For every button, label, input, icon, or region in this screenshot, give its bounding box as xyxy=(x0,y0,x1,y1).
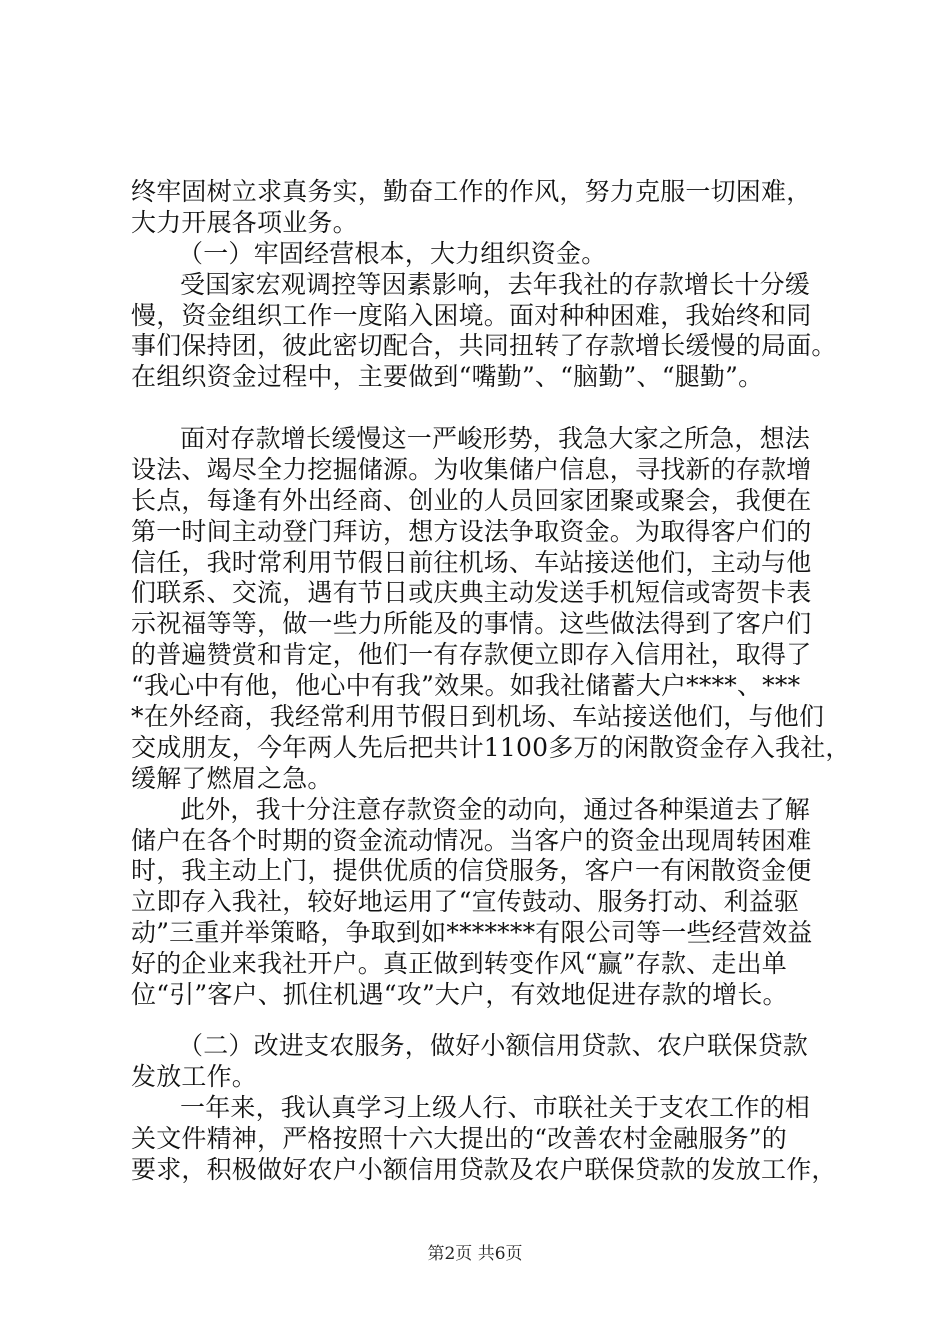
page-footer: 第2页 共6页 xyxy=(427,1244,523,1264)
text-line: 关文件精神，严格按照十六大提出的“改善农村金融服务”的 xyxy=(131,1124,787,1153)
text-line: 受国家宏观调控等因素影响，去年我社的存款增长十分缓 xyxy=(180,270,811,299)
text-line: 长点，每逢有外出经商、创业的人员回家团聚或聚会，我便在 xyxy=(131,486,812,515)
text-line: 的普遍赞赏和肯定，他们一有存款便立即存入信用社，取得了 xyxy=(131,640,812,669)
text-line: （二）改进支农服务，做好小额信用贷款、农户联保贷款 xyxy=(178,1031,809,1060)
text-line: 在组织资金过程中，主要做到“嘴勤”、“脑勤”、“腿勤”。 xyxy=(131,362,764,391)
text-line: 事们保持团，彼此密切配合，共同扭转了存款增长缓慢的局面。 xyxy=(131,331,837,360)
text-line: 动”三重并举策略，争取到如*******有限公司等一些经营效益 xyxy=(131,918,813,947)
text-line: 此外，我十分注意存款资金的动向，通过各种渠道去了解 xyxy=(180,795,811,824)
text-line: 一年来，我认真学习上级人行、市联社关于支农工作的相 xyxy=(180,1093,811,1122)
text-line: 位“引”客户、抓住机遇“攻”大户，有效地促进存款的增长。 xyxy=(131,980,788,1009)
text-line: 信任，我时常利用节假日前往机场、车站接送他们，主动与他 xyxy=(131,548,812,577)
text-line: 示祝福等等，做一些力所能及的事情。这些做法得到了客户们 xyxy=(131,609,812,638)
text-line: （一）牢固经营根本，大力组织资金。 xyxy=(178,239,607,268)
text-line: 设法、竭尽全力挖掘储源。为收集储户信息，寻找新的存款增 xyxy=(131,455,812,484)
text-line: 们联系、交流，遇有节日或庆典主动发送手机短信或寄贺卡表 xyxy=(131,578,812,607)
text-line: 交成朋友，今年两人先后把共计1100多万的闲散资金存入我社， xyxy=(131,733,851,762)
text-line: 立即存入我社，较好地运用了“宣传鼓动、服务打动、利益驱 xyxy=(131,887,800,916)
text-line: 慢，资金组织工作一度陷入困境。面对种种困难，我始终和同 xyxy=(131,301,812,330)
text-line: 面对存款增长缓慢这一严峻形势，我急大家之所急，想法 xyxy=(180,424,811,453)
text-line: 时，我主动上门，提供优质的信贷服务，客户一有闲散资金便 xyxy=(131,856,812,885)
text-line: 大力开展各项业务。 xyxy=(131,208,358,237)
text-line: 储户在各个时期的资金流动情况。当客户的资金出现周转困难 xyxy=(131,826,812,855)
text-line: 第一时间主动登门拜访，想方设法争取资金。为取得客户们的 xyxy=(131,517,812,546)
text-line: 缓解了燃眉之急。 xyxy=(131,764,333,793)
text-line: 终牢固树立求真务实，勤奋工作的作风，努力克服一切困难， xyxy=(131,177,812,206)
text-line: “我心中有他，他心中有我”效果。如我社储蓄大户****、*** xyxy=(131,671,801,700)
text-line: *在外经商，我经常利用节假日到机场、车站接送他们，与他们 xyxy=(131,702,825,731)
text-line: 要求，积极做好农户小额信用贷款及农户联保贷款的发放工作， xyxy=(131,1155,837,1184)
text-line: 发放工作。 xyxy=(131,1062,258,1091)
text-line: 好的企业来我社开户。真正做到转变作风“赢”存款、走出单 xyxy=(131,949,787,978)
